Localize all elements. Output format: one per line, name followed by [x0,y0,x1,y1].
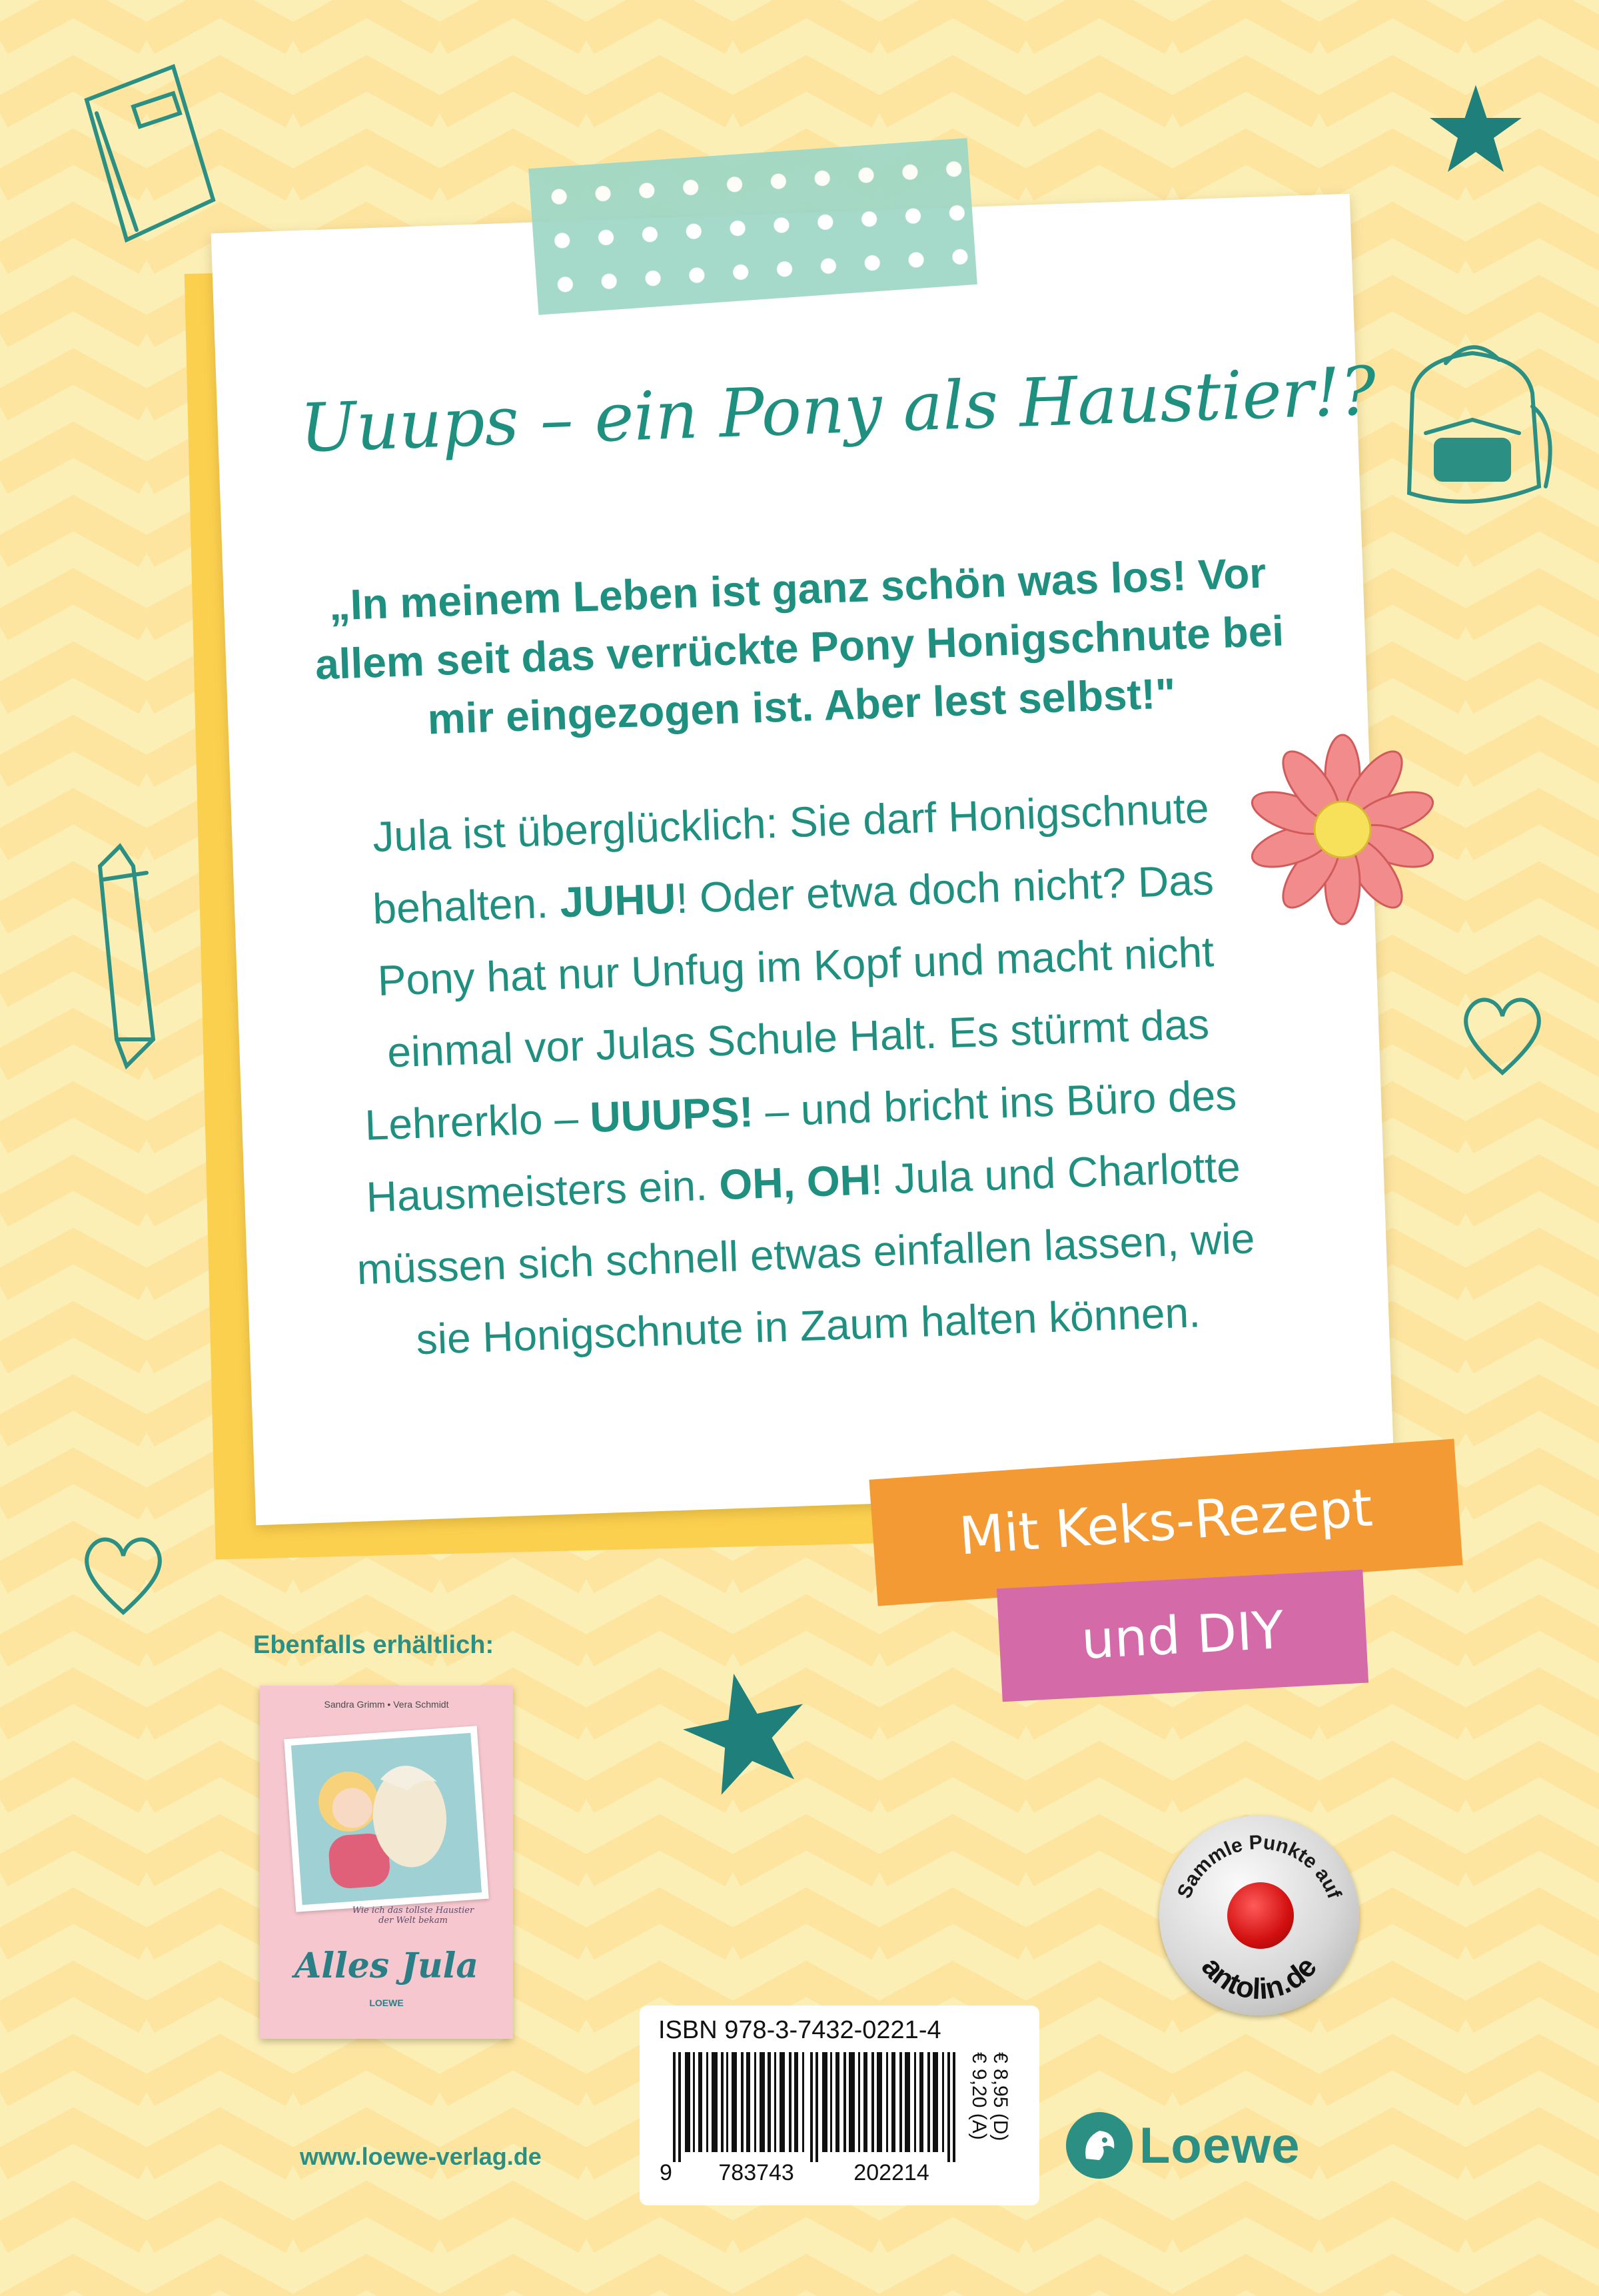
note-title: Uuups – ein Pony als Haustier!? [298,352,1378,468]
related-book-title: Alles Jula [294,1946,479,1986]
barcode-icon [660,2052,979,2162]
related-book-subtitle: Wie ich das tollste Haustier der Welt bekam [352,1906,474,1926]
diy-badge [997,1570,1368,1702]
pencil-icon [80,840,173,1079]
price-de: € 8,95 (D) [989,2052,1011,2141]
body-line-4: einmal vor Julas Schule Halt. Es stürmt das [386,999,1211,1077]
lion-icon [1066,2112,1133,2179]
note-quote: „In meinem Leben ist ganz schön was los! Vor allem seit das verrückte Pony Honigschnute bei mir eingezogen ist. Aber lest selbst!" [314,548,1285,744]
related-book-authors: Sandra Grimm • Vera Schmidt [324,1699,449,1710]
heart-icon [1459,986,1546,1086]
body-line-5b: – und bricht ins Büro des [752,1071,1238,1136]
body-highlight-juhu: JUHU [559,874,677,927]
body-highlight-uuups: UUUPS! [589,1087,754,1141]
antolin-text-bottom: antolin.de [1195,1950,1324,2006]
publisher-logo-text: Loewe [1139,2117,1301,2174]
body-line-7: müssen sich schnell etwas einfallen lassen, wie [356,1214,1256,1294]
publisher-logo [1066,2112,1301,2179]
barcode-box [640,2006,1039,2205]
related-book-publisher: LOEWE [369,1998,404,2008]
girl-pony-illustration [291,1734,468,1892]
isbn-text: ISBN 978-3-7432-0221-4 [658,2016,941,2044]
body-highlight-ohoh: OH, OH [718,1155,872,1209]
related-book-cover[interactable] [260,1686,513,2039]
barcode-digit-first: 9 [660,2160,672,2185]
body-line-2b: ! Oder etwa doch nicht? Das [675,856,1215,923]
barcode-digits-right: 202214 [853,2160,929,2185]
antolin-red-dot [1227,1882,1294,1949]
star-icon [1426,80,1526,180]
body-line-6b: ! Jula und Charlotte [869,1143,1241,1204]
body-line-1: Jula ist überglücklich: Sie darf Honigschnute [372,784,1210,861]
barcode-digits-left: 783743 [718,2160,794,2185]
website-link[interactable]: www.loewe-verlag.de [300,2143,542,2170]
related-book-photo [284,1726,488,1912]
notebook-icon [60,60,233,260]
body-line-5a: Lehrerklo – [364,1093,591,1149]
star-icon [680,1666,813,1799]
backpack-icon [1372,333,1572,533]
antolin-text-top: Sammle Punkte auf [1173,1831,1346,1902]
svg-text:antolin.de [1195,1951,1323,2006]
body-line-3: Pony hat nur Unfug im Kopf und macht nicht [376,927,1215,1005]
heart-icon [80,1526,167,1626]
flower-icon [1246,733,1439,926]
diy-badge-text: und DIY [1079,1600,1286,1671]
note-body [290,769,1309,1379]
price-block [968,2052,1019,2185]
body-line-6a: Hausmeisters ein. [365,1161,720,1221]
antolin-badge [1159,1816,1359,2015]
washi-tape [528,138,977,315]
body-line-2a: behalten. [372,878,561,933]
recipe-badge-text: Mit Keks-Rezept [957,1478,1375,1567]
price-at: € 9,20 (A) [968,2052,990,2140]
also-available-label: Ebenfalls erhältlich: [253,1631,494,1659]
body-line-8: sie Honigschnute in Zaum halten können. [415,1288,1201,1364]
barcode-digits [660,2160,1006,2186]
